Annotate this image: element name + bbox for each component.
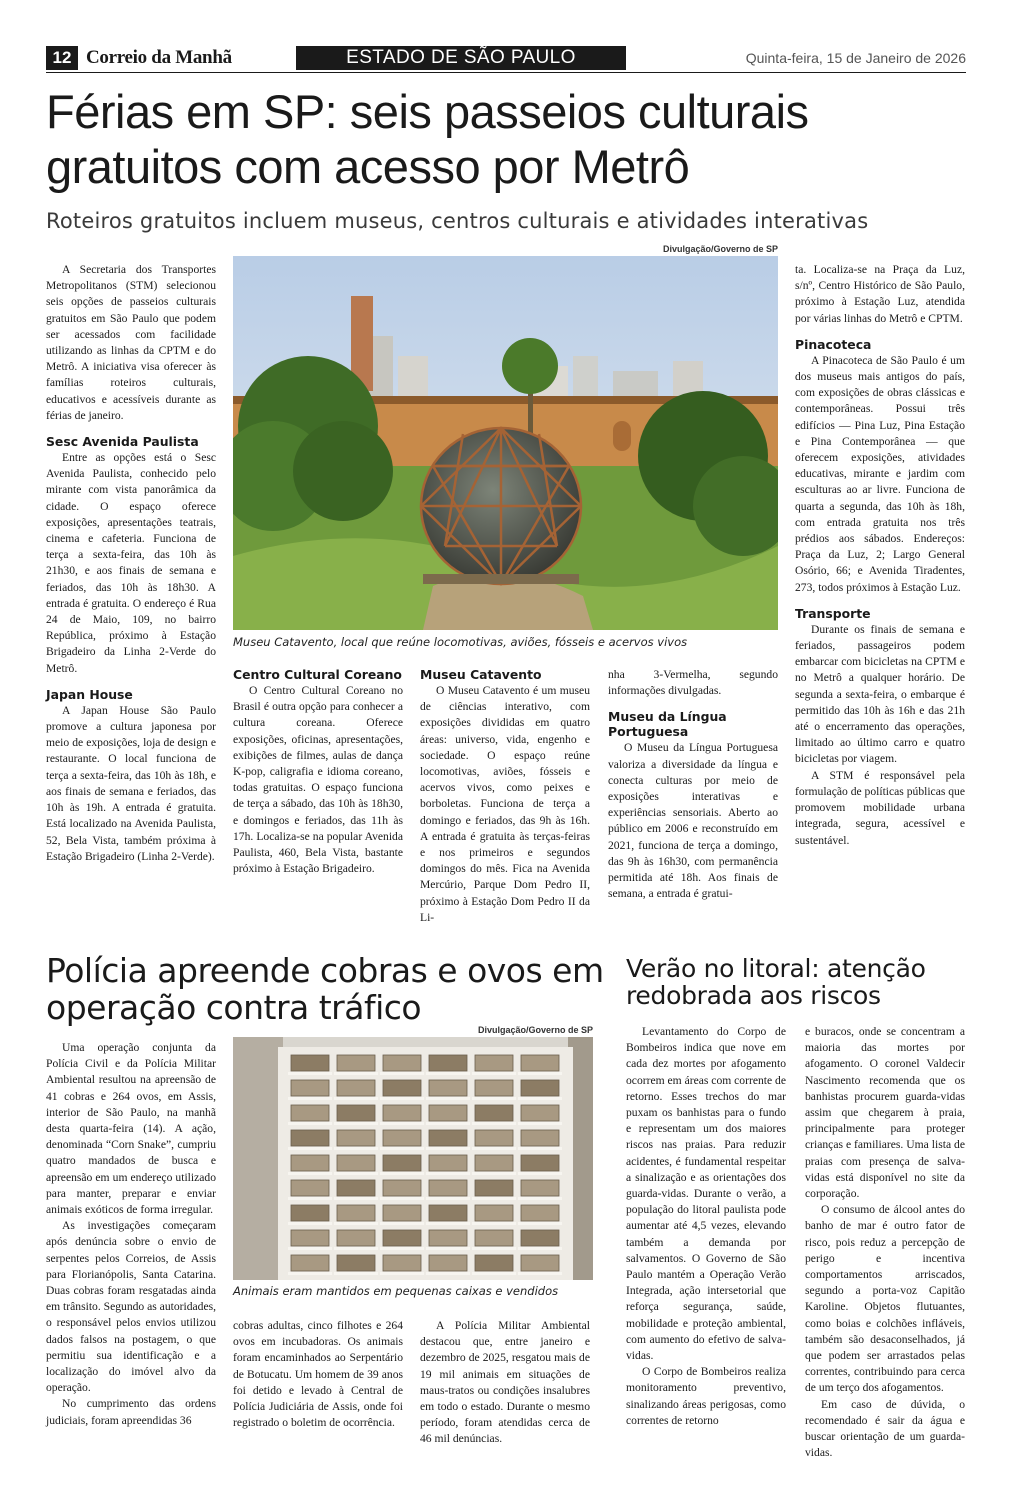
- shelf-board: [380, 1247, 424, 1250]
- plastic-box: [521, 1230, 559, 1246]
- plastic-box: [429, 1055, 467, 1071]
- plastic-box: [429, 1230, 467, 1246]
- pinacoteca-paragraph: A Pinacoteca de São Paulo é um dos museus mais antigos do país, com exposições de obras clássicas e contemporâneas. Possui três edifícios — Pina Luz, Pina Estação e Pina Contemporânea — que oferecem exposições, atividades educativas, mirante e jardim com esculturas ao ar livre. Funciona de quarta a segunda, das 10h às 18h, com entrada gratuita nos três prédios aos sábados. Endereços: Praça da Luz, 2; Largo General Osório, 66; e Avenida Tiradentes, 273, todos próximos à Estação Luz.: [795, 353, 965, 594]
- plastic-box: [521, 1105, 559, 1121]
- plastic-box: [337, 1080, 375, 1096]
- shelf-board: [334, 1247, 378, 1250]
- shelf-board: [518, 1222, 562, 1225]
- verao-paragraph-4: O consumo de álcool antes do banho de mar é outro fator de risco, pois reduz a percepção de perigo e incentiva comportamentos arriscados, segundo a porta-voz Capitão Karoline. Objetos flutuantes, como boias e colchões infláveis, também são desaconselhados, já que podem ser arrastados pelas correntes, contribuindo para cerca de um terço dos afogamentos.: [805, 1203, 965, 1395]
- main-photo-credit: Divulgação/Governo de SP: [662, 244, 778, 254]
- plastic-box: [521, 1080, 559, 1096]
- shelf-board: [518, 1247, 562, 1250]
- plastic-box: [383, 1055, 421, 1071]
- main-article-col-2: [233, 667, 403, 877]
- sesc-subheading: Sesc Avenida Paulista: [46, 434, 199, 450]
- shelf-board: [426, 1197, 470, 1200]
- verao-paragraph-2: O Corpo de Bombeiros realiza monitoramento preventivo, sinalizando áreas perigosas, como correntes de retorno: [626, 1365, 786, 1427]
- plastic-box: [475, 1255, 513, 1271]
- plastic-box: [383, 1230, 421, 1246]
- shelf-boxes-illustration: [233, 1037, 593, 1280]
- shelf-board: [518, 1197, 562, 1200]
- plastic-box: [291, 1255, 329, 1271]
- main-headline: Férias em SP: seis passeios culturais gratuitos com acesso por Metrô: [46, 85, 809, 193]
- shelf-board: [472, 1197, 516, 1200]
- shelf-board: [426, 1147, 470, 1150]
- main-article-col-3: [420, 667, 590, 926]
- shelf-board: [288, 1222, 332, 1225]
- shelf-board: [334, 1172, 378, 1175]
- plastic-box: [337, 1180, 375, 1196]
- plastic-box: [475, 1230, 513, 1246]
- policia-paragraph-1: Uma operação conjunta da Polícia Civil e da Polícia Militar Ambiental resultou na apreensão de 41 cobras e 264 ovos, em Assis, interior de São Paulo, na manhã desta quarta-feira (14). A ação, denominada “Corn Snake”, cumpriu quatro mandados de busca e apreensão em um endereço utilizado para manter, preparar e enviar animais exóticos de forma irregular.: [46, 1041, 216, 1217]
- transporte-subheading: Transporte: [795, 605, 871, 621]
- transporte-paragraph-2: A STM é responsável pela formulação de políticas públicas que promovem mobilidade urbana integrada, segura, acessível e sustentável.: [795, 768, 965, 847]
- shelf-board: [472, 1097, 516, 1100]
- shelf-board: [288, 1272, 332, 1275]
- shelf-board: [380, 1122, 424, 1125]
- policia-col-1: [46, 1040, 216, 1429]
- centro-coreano-subheading: Centro Cultural Coreano: [233, 667, 402, 682]
- main-article-col-5: [795, 262, 965, 849]
- plastic-box: [521, 1155, 559, 1171]
- shelf-board: [288, 1097, 332, 1100]
- plastic-box: [521, 1180, 559, 1196]
- plastic-box: [429, 1155, 467, 1171]
- policia-paragraph-2: As investigações começaram após denúncia sobre o envio de serpentes pelos Correios, de Assis para Florianópolis, Santa Catarina. Duas cobras foram resgatadas ainda em trânsito. Segundo as autoridades, o responsável pelos envios utilizou dados falsos na postagem, o que permitiu sua identificação e a localização do imóvel alvo da operação.: [46, 1219, 217, 1395]
- verao-paragraph-5: Em caso de dúvida, o recomendado é sair da água e buscar orientação de um guarda-vidas.: [805, 1397, 965, 1460]
- plastic-box: [521, 1205, 559, 1221]
- plastic-box: [475, 1055, 513, 1071]
- dome-garden-illustration: [233, 256, 778, 630]
- museu-catavento-photo: [233, 256, 778, 630]
- verao-paragraph-1: Levantamento do Corpo de Bombeiros indica que nove em cada dez mortes por afogamento ocorrem em áreas com corrente de retorno. Esses trechos do mar puxam os banhistas para o fundo e representam um dos maiores riscos nas praias. Para reduzir acidentes, é fundamental respeitar a sinalização e as orientações dos guarda-vidas. Durante o verão, a população do litoral paulista pode aumentar até 4,5 vezes, elevando também a demanda por salvamentos. O Governo de São Paulo mantém a Operação Verão Integrada, ação intersetorial que reforça segurança, saúde, mobilidade e proteção ambiental, com aumento do efetivo de salva-vidas.: [626, 1025, 786, 1363]
- plastic-box: [291, 1205, 329, 1221]
- shelf-board: [472, 1222, 516, 1225]
- plastic-box: [291, 1055, 329, 1071]
- plastic-box: [475, 1130, 513, 1146]
- shelf-board: [426, 1222, 470, 1225]
- shelf-board: [380, 1197, 424, 1200]
- plastic-box: [383, 1180, 421, 1196]
- plastic-box: [383, 1255, 421, 1271]
- plastic-box: [291, 1130, 329, 1146]
- plastic-box: [337, 1230, 375, 1246]
- policia-photo-credit: Divulgação/Governo de SP: [477, 1025, 593, 1035]
- plastic-box: [429, 1080, 467, 1096]
- shelf-board: [334, 1147, 378, 1150]
- verao-col-1: [626, 1024, 786, 1429]
- plastic-box: [291, 1230, 329, 1246]
- plastic-box: [429, 1255, 467, 1271]
- plastic-box: [291, 1080, 329, 1096]
- plastic-box: [383, 1155, 421, 1171]
- catavento-continuation: nha 3-Vermelha, segundo informações divulgadas.: [608, 668, 778, 698]
- plastic-box: [383, 1205, 421, 1221]
- snake-boxes-photo: [233, 1037, 593, 1280]
- plastic-box: [291, 1105, 329, 1121]
- shelf-board: [288, 1147, 332, 1150]
- shelf-board: [472, 1147, 516, 1150]
- plastic-box: [337, 1155, 375, 1171]
- plastic-box: [383, 1105, 421, 1121]
- plastic-box: [475, 1155, 513, 1171]
- shelf-board: [380, 1172, 424, 1175]
- shelf-board: [334, 1122, 378, 1125]
- japan-house-subheading: Japan House: [46, 686, 133, 702]
- lingua-continuation: ta. Localiza-se na Praça da Luz, s/nº, Centro Histórico de São Paulo, próximo à Estação Luz, atendida por várias linhas do Metrô e CPTM.: [795, 263, 965, 325]
- shelf-board: [288, 1247, 332, 1250]
- lingua-portuguesa-paragraph: O Museu da Língua Portuguesa valoriza a diversidade da língua e conecta culturas por meio de exposições interativas e experiências sensoriais. Aberto ao público em 2006 e reconstruído em 2021, funciona de terça a domingo, das 9h às 16h30, com permanência permitida até 18h. Aos finais de semana, a entrada é gratui-: [608, 741, 778, 901]
- plastic-box: [429, 1105, 467, 1121]
- plastic-box: [475, 1105, 513, 1121]
- shelf-board: [334, 1097, 378, 1100]
- shelf-board: [426, 1172, 470, 1175]
- policia-paragraph-3: No cumprimento das ordens judiciais, foram apreendidas 36: [46, 1397, 216, 1427]
- shelf-board: [426, 1272, 470, 1275]
- plastic-box: [337, 1255, 375, 1271]
- plastic-box: [337, 1055, 375, 1071]
- policia-photo-caption: Animais eram mantidos em pequenas caixas e vendidos: [233, 1284, 559, 1298]
- centro-coreano-paragraph: O Centro Cultural Coreano no Brasil é outra opção para conhecer a cultura coreana. Oferece exposições, oficinas, apresentações, exibições de filmes, aulas de dança K-pop, caligrafia e idioma coreano, todas gratuitas. O espaço funciona de terça a sábado, das 10h às 18h30, e domingos e feriados, das 11h às 17h. Localiza-se na popular Avenida Paulista, 460, Bela Vista, bastante próximo à Estação Brigadeiro.: [233, 684, 403, 876]
- main-article-col-4: [608, 667, 778, 902]
- shelf-board: [334, 1072, 378, 1075]
- plastic-box: [337, 1105, 375, 1121]
- shelf-board: [334, 1222, 378, 1225]
- header-rule: [46, 72, 966, 73]
- policia-col-2-text: cobras adultas, cinco filhotes e 264 ovos em incubadoras. Os animais foram encaminhados ao Serpentário de Botucatu. Um homem de 39 anos foi detido e levado à Central de Polícia Judiciária de Assis, onde foi registrado o boletim de ocorrência.: [233, 1319, 403, 1430]
- plastic-box: [429, 1180, 467, 1196]
- shelf-board: [472, 1072, 516, 1075]
- main-photo-caption: Museu Catavento, local que reúne locomotivas, aviões, fósseis e acervos vivos: [233, 635, 688, 649]
- catavento-paragraph: O Museu Catavento é um museu de ciências interativo, com exposições divididas em quatro áreas: universo, vida, engenho e sociedade. O espaço reúne locomotivas, aviões, fósseis e acervos vivos, como peixes e borboletas. Funciona de terça a domingo e feriados, das 9h às 16h. A entrada é gratuita às terças-feiras e nos primeiros e segundos domingos do mês. Fica na Avenida Mercúrio, Parque Dom Pedro II, próximo à Estação Dom Pedro II da Li-: [420, 684, 590, 924]
- shelf-board: [380, 1147, 424, 1150]
- shelf-board: [518, 1172, 562, 1175]
- plastic-box: [429, 1130, 467, 1146]
- plastic-box: [475, 1180, 513, 1196]
- plastic-box: [383, 1130, 421, 1146]
- shelf-board: [380, 1097, 424, 1100]
- plastic-box: [475, 1205, 513, 1221]
- shelf-board: [472, 1172, 516, 1175]
- plastic-box: [383, 1080, 421, 1096]
- shelf-board: [518, 1072, 562, 1075]
- pinacoteca-subheading: Pinacoteca: [795, 336, 872, 352]
- plastic-box: [521, 1255, 559, 1271]
- shelf-board: [472, 1122, 516, 1125]
- shelf-board: [380, 1272, 424, 1275]
- verao-headline: Verão no litoral: atenção redobrada aos riscos: [626, 954, 926, 1010]
- policia-col-3-text: A Polícia Militar Ambiental destacou que, entre janeiro e dezembro de 2025, resgatou mais de 19 mil animais em situações de maus-tratos ou condições insalubres em todo o estado. Durante o mesmo período, foram atendidas cerca de 46 mil denúncias.: [420, 1319, 590, 1446]
- section-label: ESTADO DE SÃO PAULO: [296, 46, 626, 70]
- policia-headline: Polícia apreende cobras e ovos em operação contra tráfico: [46, 951, 604, 1027]
- policia-col-2: [233, 1318, 403, 1431]
- shelf-board: [518, 1147, 562, 1150]
- shelf-board: [426, 1247, 470, 1250]
- sesc-paragraph: Entre as opções está o Sesc Avenida Paulista, conhecido pelo mirante com vista panorâmica da cidade. O espaço oferece exposições, apresentações teatrais, cinema e cafeteria. Funciona de terça a sexta-feira, das 10h às 21h30, e aos finais de semana e feriados, das 10h às 18h30. A entrada é gratuita. O endereço é Rua 24 de Maio, 109, no bairro República, próximo à Estação Brigadeiro da Linha 2-Verde do Metrô.: [46, 451, 216, 675]
- page-header: [46, 46, 966, 72]
- page-number: 12: [46, 46, 78, 70]
- lingua-portuguesa-subheading: Museu da Língua Portuguesa: [608, 709, 727, 740]
- shelf-board: [518, 1272, 562, 1275]
- newspaper-name: Correio da Manhã: [86, 47, 232, 68]
- shelf-board: [288, 1172, 332, 1175]
- plastic-box: [291, 1180, 329, 1196]
- main-subhead: Roteiros gratuitos incluem museus, centros culturais e atividades interativas: [46, 209, 869, 233]
- main-article-col-1: [46, 262, 216, 865]
- shelf-board: [380, 1072, 424, 1075]
- shelf-board: [288, 1197, 332, 1200]
- verao-paragraph-3: e buracos, onde se concentram a maioria das mortes por afogamento. O coronel Valdecir Nascimento recomenda que os banhistas procurem guarda-vidas assim que chegarem à praia, principalmente para proteger crianças e familiares. Uma lista de praias com presença de salva-vidas está disponível no site da corporação.: [805, 1025, 965, 1201]
- catavento-subheading: Museu Catavento: [420, 667, 542, 682]
- plastic-box: [521, 1055, 559, 1071]
- shelf-board: [334, 1197, 378, 1200]
- japan-house-paragraph: A Japan House São Paulo promove a cultura japonesa por meio de exposições, loja de design e restaurante. O local funciona de terça a sexta-feira, das 10h às 18h, e aos finais de semana e feriados, das 10h às 19h. A entrada é gratuita. Está localizado na Avenida Paulista, 52, Bela Vista, também próxima à Estação Brigadeiro (Linha 2-Verde).: [46, 703, 216, 863]
- shelf-board: [426, 1072, 470, 1075]
- transporte-paragraph-1: Durante os finais de semana e feriados, passageiros podem embarcar com bicicletas na CPTM e no Metrô a qualquer horário. De segunda a sexta-feira, o embarque é permitido das 10h às 16h e das 21h até o encerramento das operações, limitado ao último carro e quatro bicicletas por viagem.: [795, 622, 965, 766]
- intro-paragraph: A Secretaria dos Transportes Metropolitanos (STM) selecionou seis opções de passeios culturais gratuitos em São Paulo que podem ser acessados com facilidade utilizando as linhas da CPTM e do Metrô. A iniciativa visa oferecer às famílias roteiros culturais, educativos e acessíveis durante as férias de janeiro.: [46, 263, 216, 422]
- shelf-board: [334, 1272, 378, 1275]
- shelf-board: [426, 1122, 470, 1125]
- plastic-box: [429, 1205, 467, 1221]
- plastic-box: [521, 1130, 559, 1146]
- shelf-board: [426, 1097, 470, 1100]
- shelf-board: [288, 1072, 332, 1075]
- plastic-box: [337, 1205, 375, 1221]
- plastic-box: [291, 1155, 329, 1171]
- issue-date: Quinta-feira, 15 de Janeiro de 2026: [745, 50, 966, 66]
- plastic-box: [475, 1080, 513, 1096]
- shelf-board: [518, 1122, 562, 1125]
- shelf-board: [472, 1272, 516, 1275]
- shelf-board: [472, 1247, 516, 1250]
- shelf-board: [380, 1222, 424, 1225]
- shelf-board: [288, 1122, 332, 1125]
- verao-col-2: [805, 1024, 965, 1461]
- policia-col-3: [420, 1318, 590, 1448]
- plastic-box: [337, 1130, 375, 1146]
- shelf-board: [518, 1097, 562, 1100]
